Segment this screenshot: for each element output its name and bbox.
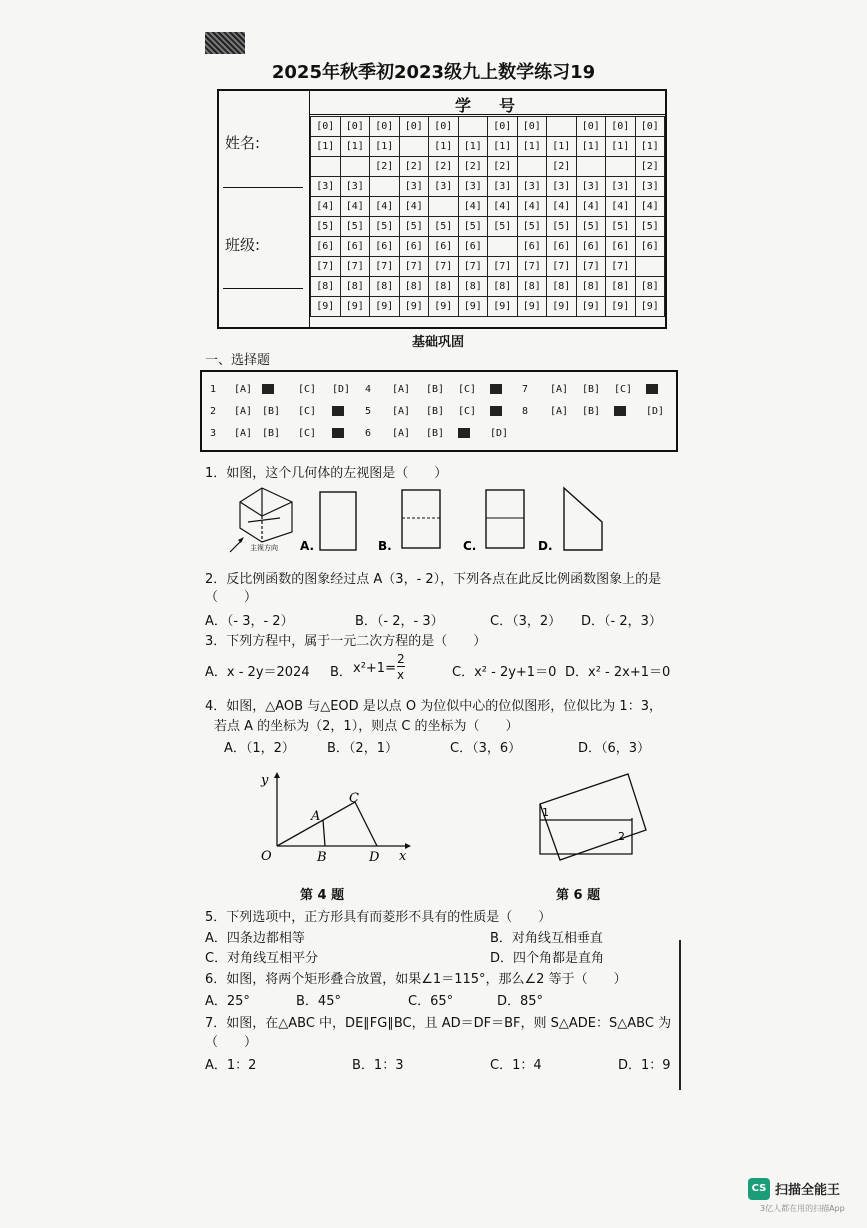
student-no-cell[interactable]: [3] [458, 177, 488, 197]
student-no-cell[interactable]: [0] [370, 117, 400, 137]
student-no-cell[interactable]: [5] [606, 217, 636, 237]
student-no-cell[interactable]: [8] [399, 277, 429, 297]
student-no-cell[interactable]: [9] [458, 297, 488, 317]
answer-bubble[interactable]: [B] [426, 406, 445, 417]
question-number: 4 [365, 384, 372, 395]
answer-bubble[interactable]: [C] [298, 406, 317, 417]
student-no-cell[interactable]: [9] [517, 297, 547, 317]
student-no-cell[interactable]: [1] [458, 137, 488, 157]
q1-opt-a: A. [300, 539, 315, 553]
barcode-mark [205, 32, 245, 54]
student-no-cell[interactable]: [5] [429, 217, 459, 237]
q1-opt-d: D. [538, 539, 553, 553]
angle-2-label: 2 [618, 830, 625, 843]
student-no-cell[interactable]: [0] [488, 117, 518, 137]
student-no-cell[interactable]: [6] [517, 237, 547, 257]
student-no-cell[interactable]: [3] [606, 177, 636, 197]
student-no-cell[interactable]: [4] [635, 197, 665, 217]
filled-bubble[interactable] [262, 384, 274, 394]
student-no-cell[interactable]: [0] [517, 117, 547, 137]
answer-bubble[interactable]: [B] [262, 428, 281, 439]
question-number: 2 [210, 406, 217, 417]
student-no-cell[interactable]: [4] [311, 197, 341, 217]
student-no-cell[interactable]: [6] [576, 237, 606, 257]
student-no-cell[interactable]: [7] [488, 257, 518, 277]
student-no-cell[interactable]: [8] [458, 277, 488, 297]
q2-opt-d: D．（- 2，3） [581, 614, 662, 629]
filled-bubble[interactable] [490, 406, 502, 416]
student-no-cell[interactable]: [7] [606, 257, 636, 277]
q4-stem2: 若点 A 的坐标为（2，1），则点 C 的坐标为（ ） [214, 719, 519, 734]
student-no-cell[interactable]: [4] [547, 197, 577, 217]
student-no-cell[interactable]: [9] [635, 297, 665, 317]
name-class-panel [219, 91, 310, 327]
student-no-cell[interactable]: [6] [458, 237, 488, 257]
student-no-cell[interactable]: [5] [458, 217, 488, 237]
student-no-cell[interactable]: [7] [547, 257, 577, 277]
front-view-label: 主视方向 [250, 544, 278, 552]
student-no-cell[interactable]: [6] [311, 237, 341, 257]
student-no-row [311, 157, 665, 177]
q6-opt-c: C．65° [408, 994, 454, 1009]
student-no-cell[interactable]: [9] [399, 297, 429, 317]
student-no-cell[interactable]: [1] [429, 137, 459, 157]
student-no-row [311, 297, 665, 317]
q4-opt-d: D．（6，3） [578, 741, 651, 756]
student-no-row [311, 257, 665, 277]
q7-opt-b: B．1：3 [352, 1058, 404, 1073]
student-no-cell[interactable]: [4] [517, 197, 547, 217]
answer-sheet [200, 370, 678, 452]
answer-bubble[interactable]: [A] [234, 428, 253, 439]
student-no-cell[interactable]: [5] [488, 217, 518, 237]
answer-bubble[interactable]: [C] [614, 384, 633, 395]
figure-6-caption: 第 6 题 [556, 888, 601, 903]
student-no-cell[interactable] [606, 157, 636, 177]
student-no-cell[interactable]: [9] [429, 297, 459, 317]
q6-opt-d: D．85° [497, 994, 544, 1009]
q7-opt-d: D．1：9 [618, 1058, 671, 1073]
student-no-cell[interactable]: [5] [399, 217, 429, 237]
answer-bubble[interactable]: [D] [332, 384, 351, 395]
filled-bubble[interactable] [646, 384, 658, 394]
student-no-cell[interactable]: [7] [458, 257, 488, 277]
filled-bubble[interactable] [614, 406, 626, 416]
student-no-cell[interactable] [370, 177, 400, 197]
q7-paren: （ ） [205, 1035, 258, 1050]
student-no-row [311, 237, 665, 257]
student-no-cell[interactable] [576, 157, 606, 177]
student-no-cell[interactable]: [1] [517, 137, 547, 157]
answer-bubble[interactable]: [D] [490, 428, 509, 439]
q1-figures [228, 480, 618, 558]
student-no-cell[interactable]: [5] [576, 217, 606, 237]
student-no-cell[interactable]: [8] [370, 277, 400, 297]
label-y: y [261, 773, 269, 788]
student-no-cell[interactable]: [6] [429, 237, 459, 257]
answer-bubble[interactable]: [C] [298, 384, 317, 395]
student-no-cell[interactable]: [8] [340, 277, 370, 297]
figure-4-caption: 第 4 题 [300, 888, 345, 903]
question-number: 1 [210, 384, 217, 395]
q3-opt-d: D．x² - 2x+1＝0 [565, 665, 671, 680]
segment-ab [323, 820, 325, 846]
student-no-cell[interactable]: [3] [399, 177, 429, 197]
student-no-cell[interactable]: [7] [370, 257, 400, 277]
q6-opt-a: A．25° [205, 994, 250, 1009]
part-heading: 一、选择题 [205, 353, 271, 368]
student-no-row [311, 117, 665, 137]
q1-shape-b [402, 490, 440, 548]
class-label: 班级: [225, 236, 261, 254]
q7-opt-a: A．1：2 [205, 1058, 257, 1073]
student-no-cell[interactable]: [0] [635, 117, 665, 137]
figure-4 [255, 770, 415, 865]
student-no-cell[interactable]: [7] [340, 257, 370, 277]
answer-bubble[interactable]: [A] [234, 406, 253, 417]
student-no-cell[interactable]: [0] [340, 117, 370, 137]
q3-opt-a: A．x - 2y＝2024 [205, 665, 310, 680]
q1-opt-b: B. [378, 539, 392, 553]
answer-bubble[interactable]: [C] [458, 406, 477, 417]
angle-1-label: 1 [542, 806, 549, 819]
student-no-cell[interactable]: [3] [340, 177, 370, 197]
answer-bubble[interactable]: [B] [582, 406, 601, 417]
student-no-cell[interactable]: [4] [399, 197, 429, 217]
student-no-cell[interactable] [429, 197, 459, 217]
q4-stem: 4．如图，△AOB 与△EOD 是以点 O 为位似中心的位似图形，位似比为 1：3， [205, 699, 662, 714]
figure-6 [528, 768, 653, 868]
name-label: 姓名: [225, 134, 261, 152]
q3-opt-b-numerator: 2 [397, 652, 405, 666]
question-number: 8 [522, 406, 529, 417]
student-no-cell[interactable]: [8] [606, 277, 636, 297]
student-no-cell[interactable]: [0] [311, 117, 341, 137]
q7-stem: 7．如图，在△ABC 中，DE∥FG∥BC，且 AD＝DF＝BF，则 S△ADE：S△ABC 为 [205, 1016, 672, 1031]
student-no-cell[interactable]: [8] [311, 277, 341, 297]
student-no-cell[interactable]: [6] [370, 237, 400, 257]
student-no-row [311, 197, 665, 217]
question-number: 7 [522, 384, 529, 395]
q4-opt-a: A．（1，2） [224, 741, 295, 756]
student-no-header: 学号 [455, 96, 544, 115]
label-x: x [399, 849, 407, 864]
student-no-cell[interactable]: [8] [517, 277, 547, 297]
camscanner-tagline: 3亿人都在用的扫描App [760, 1204, 845, 1213]
q3-stem: 3．下列方程中，属于一元二次方程的是（ ） [205, 634, 487, 649]
student-no-cell[interactable]: [9] [311, 297, 341, 317]
student-no-cell[interactable]: [7] [517, 257, 547, 277]
triangle-eod [277, 802, 377, 846]
student-no-cell[interactable]: [9] [576, 297, 606, 317]
q1-stem: 1．如图，这个几何体的左视图是（ ） [205, 466, 448, 481]
q5-stem: 5．下列选项中，正方形具有而菱形不具有的性质是（ ） [205, 910, 552, 925]
student-no-cell[interactable]: [2] [547, 157, 577, 177]
q5-opt-d: D．四个角都是直角 [490, 951, 605, 966]
student-no-cell[interactable] [458, 117, 488, 137]
section-heading: 基础巩固 [412, 335, 465, 350]
student-no-cell[interactable]: [6] [606, 237, 636, 257]
q5-opt-a: A．四条边都相等 [205, 931, 305, 946]
student-no-cell[interactable]: [5] [517, 217, 547, 237]
student-no-cell[interactable]: [1] [488, 137, 518, 157]
y-arrow [274, 772, 280, 778]
student-no-cell[interactable]: [0] [576, 117, 606, 137]
filled-bubble[interactable] [490, 384, 502, 394]
solid-figure [240, 488, 292, 542]
margin-rule [679, 940, 681, 1090]
student-no-cell[interactable]: [1] [340, 137, 370, 157]
answer-bubble[interactable]: [B] [426, 428, 445, 439]
student-no-cell[interactable]: [3] [429, 177, 459, 197]
student-no-cell[interactable]: [3] [311, 177, 341, 197]
student-no-cell[interactable]: [1] [547, 137, 577, 157]
student-no-grid [310, 116, 665, 317]
answer-bubble[interactable]: [A] [392, 384, 411, 395]
question-number: 3 [210, 428, 217, 439]
filled-bubble[interactable] [332, 406, 344, 416]
label-a: A [311, 809, 321, 824]
student-no-cell[interactable]: [2] [488, 157, 518, 177]
student-no-cell[interactable]: [8] [547, 277, 577, 297]
q7-opt-c: C．1：4 [490, 1058, 542, 1073]
class-line [223, 288, 303, 289]
student-no-cell[interactable]: [1] [576, 137, 606, 157]
label-o: O [261, 849, 272, 864]
student-no-cell[interactable]: [5] [547, 217, 577, 237]
student-no-cell[interactable]: [3] [576, 177, 606, 197]
student-no-row [311, 137, 665, 157]
student-no-cell[interactable]: [9] [606, 297, 636, 317]
student-no-cell[interactable]: [5] [340, 217, 370, 237]
student-no-row [311, 217, 665, 237]
student-no-cell[interactable]: [2] [458, 157, 488, 177]
student-no-cell[interactable] [399, 137, 429, 157]
q1-shape-d [564, 488, 602, 550]
student-no-cell[interactable]: [3] [547, 177, 577, 197]
student-no-cell[interactable]: [1] [635, 137, 665, 157]
student-no-cell[interactable] [517, 157, 547, 177]
student-no-cell[interactable]: [9] [547, 297, 577, 317]
q4-opt-b: B．（2，1） [327, 741, 398, 756]
student-no-cell[interactable]: [4] [370, 197, 400, 217]
camscanner-brand: 扫描全能王 [775, 1183, 841, 1198]
camscanner-logo-icon: CS [748, 1178, 770, 1200]
q2-opt-b: B．（- 2，- 3） [355, 614, 444, 629]
student-no-cell[interactable] [340, 157, 370, 177]
q2-opt-a: A．（- 3，- 2） [205, 614, 294, 629]
student-no-cell[interactable]: [8] [635, 277, 665, 297]
student-no-cell[interactable]: [4] [606, 197, 636, 217]
student-no-cell[interactable]: [1] [370, 137, 400, 157]
q1-shape-c [486, 490, 524, 548]
filled-bubble[interactable] [332, 428, 344, 438]
student-no-cell[interactable]: [3] [635, 177, 665, 197]
student-no-row [311, 177, 665, 197]
student-no-cell[interactable]: [6] [547, 237, 577, 257]
label-b: B [317, 850, 327, 865]
student-no-cell[interactable]: [7] [399, 257, 429, 277]
answer-bubble[interactable]: [D] [646, 406, 665, 417]
student-no-cell[interactable]: [4] [340, 197, 370, 217]
student-no-cell[interactable]: [0] [429, 117, 459, 137]
student-no-cell[interactable]: [4] [576, 197, 606, 217]
student-no-cell[interactable]: [5] [370, 217, 400, 237]
q1-opt-c: C. [463, 539, 477, 553]
question-number: 6 [365, 428, 372, 439]
q3-opt-b-expr: x²+1= [353, 661, 396, 676]
student-no-row [311, 277, 665, 297]
q2-paren: （ ） [205, 590, 258, 605]
q4-opt-c: C．（3，6） [450, 741, 522, 756]
student-no-cell[interactable]: [9] [370, 297, 400, 317]
student-no-cell[interactable]: [0] [606, 117, 636, 137]
q5-opt-b: B．对角线互相垂直 [490, 931, 603, 946]
answer-bubble[interactable]: [A] [392, 428, 411, 439]
student-no-cell[interactable]: [9] [488, 297, 518, 317]
student-no-cell[interactable]: [6] [635, 237, 665, 257]
student-no-cell[interactable]: [1] [606, 137, 636, 157]
page-title: 2025年秋季初2023级九上数学练习19 [271, 62, 596, 83]
answer-bubble[interactable]: [A] [550, 406, 569, 417]
student-no-cell[interactable] [311, 157, 341, 177]
student-no-cell[interactable]: [3] [488, 177, 518, 197]
answer-bubble[interactable]: [B] [426, 384, 445, 395]
answer-bubble[interactable]: [C] [458, 384, 477, 395]
student-no-cell[interactable]: [5] [311, 217, 341, 237]
filled-bubble[interactable] [458, 428, 470, 438]
student-no-cell[interactable]: [8] [429, 277, 459, 297]
student-no-cell[interactable]: [9] [340, 297, 370, 317]
student-no-cell[interactable]: [8] [576, 277, 606, 297]
q5-opt-c: C．对角线互相平分 [205, 951, 319, 966]
label-d: D [369, 850, 380, 865]
student-no-cell[interactable]: [4] [488, 197, 518, 217]
student-no-cell[interactable]: [2] [635, 157, 665, 177]
student-no-cell[interactable]: [6] [399, 237, 429, 257]
q3-opt-b: B． [330, 665, 352, 680]
student-no-cell[interactable] [547, 117, 577, 137]
student-no-cell[interactable]: [4] [458, 197, 488, 217]
student-no-cell[interactable]: [2] [370, 157, 400, 177]
answer-bubble[interactable]: [A] [550, 384, 569, 395]
answer-bubble[interactable]: [A] [234, 384, 253, 395]
student-no-cell[interactable]: [7] [311, 257, 341, 277]
answer-bubble[interactable]: [B] [262, 406, 281, 417]
question-number: 5 [365, 406, 372, 417]
student-no-cell[interactable]: [6] [340, 237, 370, 257]
tilted-rectangle [540, 774, 646, 860]
student-no-cell[interactable]: [7] [429, 257, 459, 277]
answer-bubble[interactable]: [A] [392, 406, 411, 417]
student-no-cell[interactable] [488, 237, 518, 257]
q6-opt-b: B．45° [296, 994, 341, 1009]
q3-opt-c: C．x² - 2y+1＝0 [452, 665, 557, 680]
q3-opt-b-denominator: x [397, 668, 405, 682]
student-no-cell[interactable]: [3] [517, 177, 547, 197]
student-no-cell[interactable]: [8] [488, 277, 518, 297]
q2-stem: 2．反比例函数的图象经过点 A（3，- 2），下列各点在此反比例函数图象上的是 [205, 572, 662, 587]
student-no-cell[interactable]: [2] [429, 157, 459, 177]
student-no-cell[interactable]: [5] [635, 217, 665, 237]
base-rectangle [540, 804, 632, 854]
answer-bubble[interactable]: [C] [298, 428, 317, 439]
q2-opt-c: C．（3，2） [490, 614, 562, 629]
answer-bubble[interactable]: [B] [582, 384, 601, 395]
student-no-cell[interactable]: [2] [399, 157, 429, 177]
q1-shape-a [320, 492, 356, 550]
header-rule [310, 114, 665, 115]
student-no-cell[interactable]: [1] [311, 137, 341, 157]
name-line [223, 187, 303, 188]
student-no-cell[interactable] [635, 257, 665, 277]
student-no-cell[interactable]: [7] [576, 257, 606, 277]
student-no-cell[interactable]: [0] [399, 117, 429, 137]
view-arrow [230, 537, 244, 552]
label-c: C [349, 791, 359, 806]
q6-stem: 6．如图，将两个矩形叠合放置，如果∠1＝115°，那么∠2 等于（ ） [205, 972, 627, 987]
